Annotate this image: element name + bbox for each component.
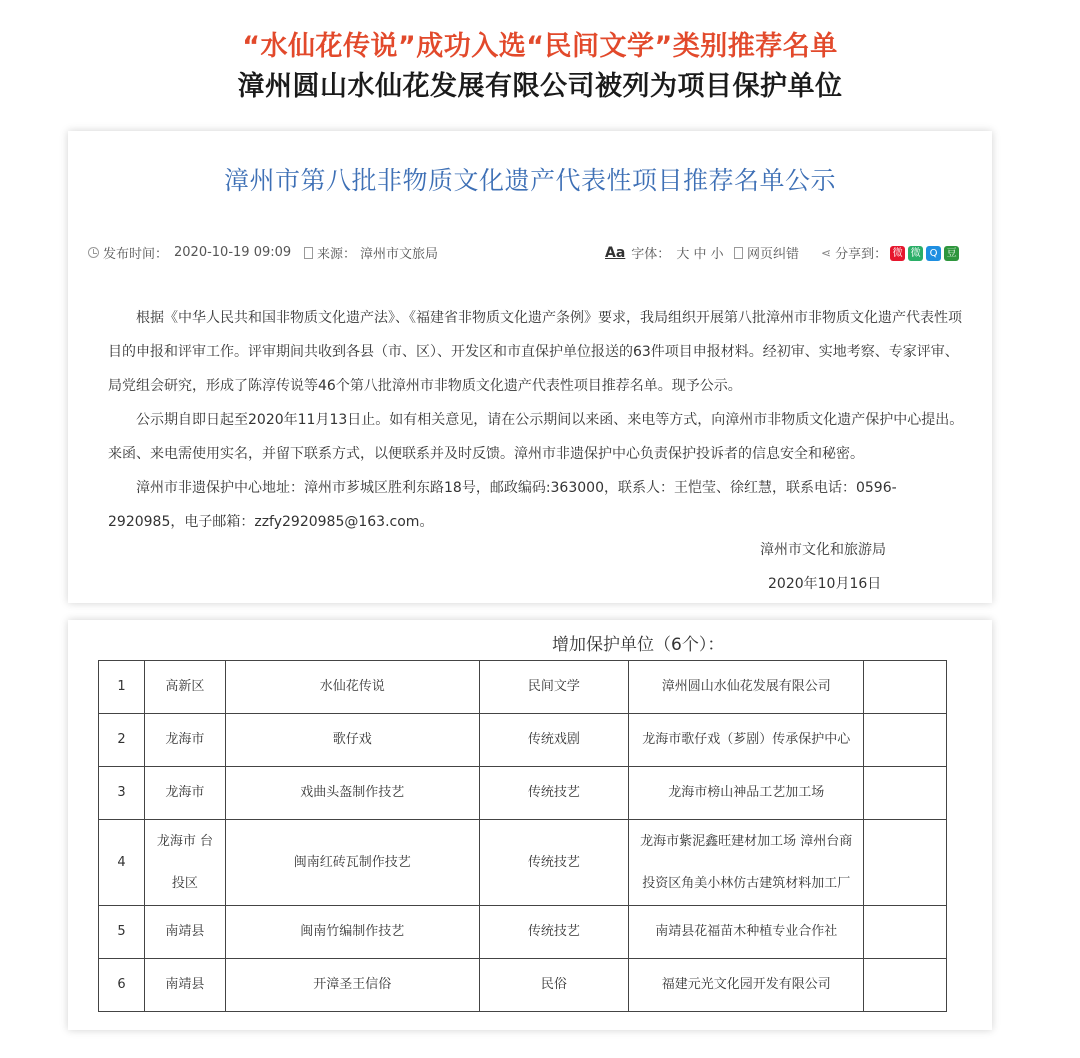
cell-blank (864, 714, 947, 767)
notice-meta-bar (88, 243, 972, 265)
cell-protection-unit: 南靖县花福苗木种植专业合作社 (629, 906, 864, 959)
cell-region: 高新区 (144, 661, 225, 714)
share-bar (821, 243, 959, 262)
font-size-label: 字体： (631, 247, 671, 262)
cell-blank (864, 767, 947, 820)
page-correction-label: 网页纠错 (747, 247, 800, 262)
cell-protection-unit: 福建元光文化园开发有限公司 (629, 959, 864, 1012)
table-row (99, 906, 947, 959)
qq-icon[interactable]: Q (926, 246, 941, 261)
cell-region: 龙海市 (144, 714, 225, 767)
publish-time-value: 2020-10-19 09:09 (174, 245, 292, 260)
cell-category: 民俗 (479, 959, 629, 1012)
publish-time-label: 发布时间： (103, 247, 169, 262)
cell-category: 传统戏剧 (479, 714, 629, 767)
page-correction-link[interactable] (734, 243, 799, 262)
notice-date: 2020年10月16日 (768, 576, 882, 592)
notice-paragraph: 根据《中华人民共和国非物质文化遗产法》、《福建省非物质文化遗产条例》要求，我局组织开展第八批漳州市非物质文化遗产代表性项目的申报和评审工作。评审期间共收到各县（市、区）、开发区和市直保护单位报送的63件项目申报材料。经初审、实地考察、专家评审、局党组会研究，形成了陈淳传说等46个第八批漳州市非物质文化遗产代表性项目推荐名单。现予公示。 (108, 310, 962, 394)
cell-number: 3 (99, 767, 145, 820)
share-icons (887, 245, 959, 261)
douban-icon[interactable]: 豆 (944, 246, 959, 261)
table-row (99, 820, 947, 906)
font-size-options[interactable]: 大 中 小 (676, 247, 724, 262)
cell-project: 闽南竹编制作技艺 (225, 906, 479, 959)
cell-project: 开漳圣王信俗 (225, 959, 479, 1012)
cell-blank (864, 959, 947, 1012)
notice-signature: 漳州市文化和旅游局 (760, 542, 886, 558)
notice-card (68, 131, 992, 603)
cell-project: 闽南红砖瓦制作技艺 (225, 820, 479, 906)
cell-blank (864, 661, 947, 714)
notice-paragraph: 公示期自即日起至2020年11月13日止。如有相关意见，请在公示期间以来函、来电等方式，向漳州市非物质文化遗产保护中心提出。来函、来电需使用实名，并留下联系方式，以便联系并及时反馈。漳州市非遗保护中心负责保护投诉者的信息安全和秘密。 (108, 412, 964, 462)
share-icon: ⋖ (821, 245, 832, 260)
units-table (98, 660, 947, 1012)
cell-region: 南靖县 (144, 959, 225, 1012)
source-value: 漳州市文旅局 (360, 247, 439, 262)
publish-time (88, 243, 291, 262)
cell-project: 歌仔戏 (225, 714, 479, 767)
cell-protection-unit: 漳州圆山水仙花发展有限公司 (629, 661, 864, 714)
table-row (99, 959, 947, 1012)
notice-paragraph: 漳州市非遗保护中心地址：漳州市芗城区胜利东路18号，邮政编码:363000，联系人：王恺莹、徐红慧，联系电话：0596-2920985，电子邮箱：zzfy2920985@163.com。 (108, 480, 897, 530)
cell-category: 民间文学 (479, 661, 629, 714)
table-row (99, 767, 947, 820)
cell-protection-unit: 龙海市紫泥鑫旺建材加工场 漳州台商投资区角美小林仿古建筑材料加工厂 (629, 820, 864, 906)
clock-icon (88, 247, 99, 258)
cell-blank (864, 906, 947, 959)
cell-region: 龙海市 台投区 (144, 820, 225, 906)
units-table-title: 增加保护单位（6个）： (552, 635, 725, 655)
cell-protection-unit: 龙海市榜山神品工艺加工场 (629, 767, 864, 820)
cell-protection-unit: 龙海市歌仔戏（芗剧）传承保护中心 (629, 714, 864, 767)
cell-number: 4 (99, 820, 145, 906)
cell-number: 1 (99, 661, 145, 714)
headline-line-2: 漳州圆山水仙花发展有限公司被列为项目保护单位 (237, 71, 843, 102)
table-row (99, 661, 947, 714)
source-label: 来源： (317, 247, 357, 262)
notice-body (108, 301, 970, 539)
cell-number: 5 (99, 906, 145, 959)
units-card (68, 620, 992, 1030)
cell-project: 水仙花传说 (225, 661, 479, 714)
report-icon (734, 247, 743, 259)
cell-number: 2 (99, 714, 145, 767)
cell-project: 戏曲头盔制作技艺 (225, 767, 479, 820)
document-icon (304, 247, 313, 259)
cell-category: 传统技艺 (479, 767, 629, 820)
wechat-icon[interactable]: 微 (908, 246, 923, 261)
notice-title: 漳州市第八批非物质文化遗产代表性项目推荐名单公示 (223, 166, 836, 195)
font-size-icon: Aa (605, 244, 626, 261)
cell-category: 传统技艺 (479, 906, 629, 959)
cell-number: 6 (99, 959, 145, 1012)
cell-region: 南靖县 (144, 906, 225, 959)
share-label: 分享到： (835, 247, 888, 262)
cell-category: 传统技艺 (479, 820, 629, 906)
cell-region: 龙海市 (144, 767, 225, 820)
table-row (99, 714, 947, 767)
source (304, 243, 438, 262)
headline-line-1: “水仙花传说”成功入选“民间文学”类别推荐名单 (242, 31, 838, 62)
weibo-icon[interactable]: 微 (890, 246, 905, 261)
cell-blank (864, 820, 947, 906)
font-size-control (605, 243, 724, 262)
